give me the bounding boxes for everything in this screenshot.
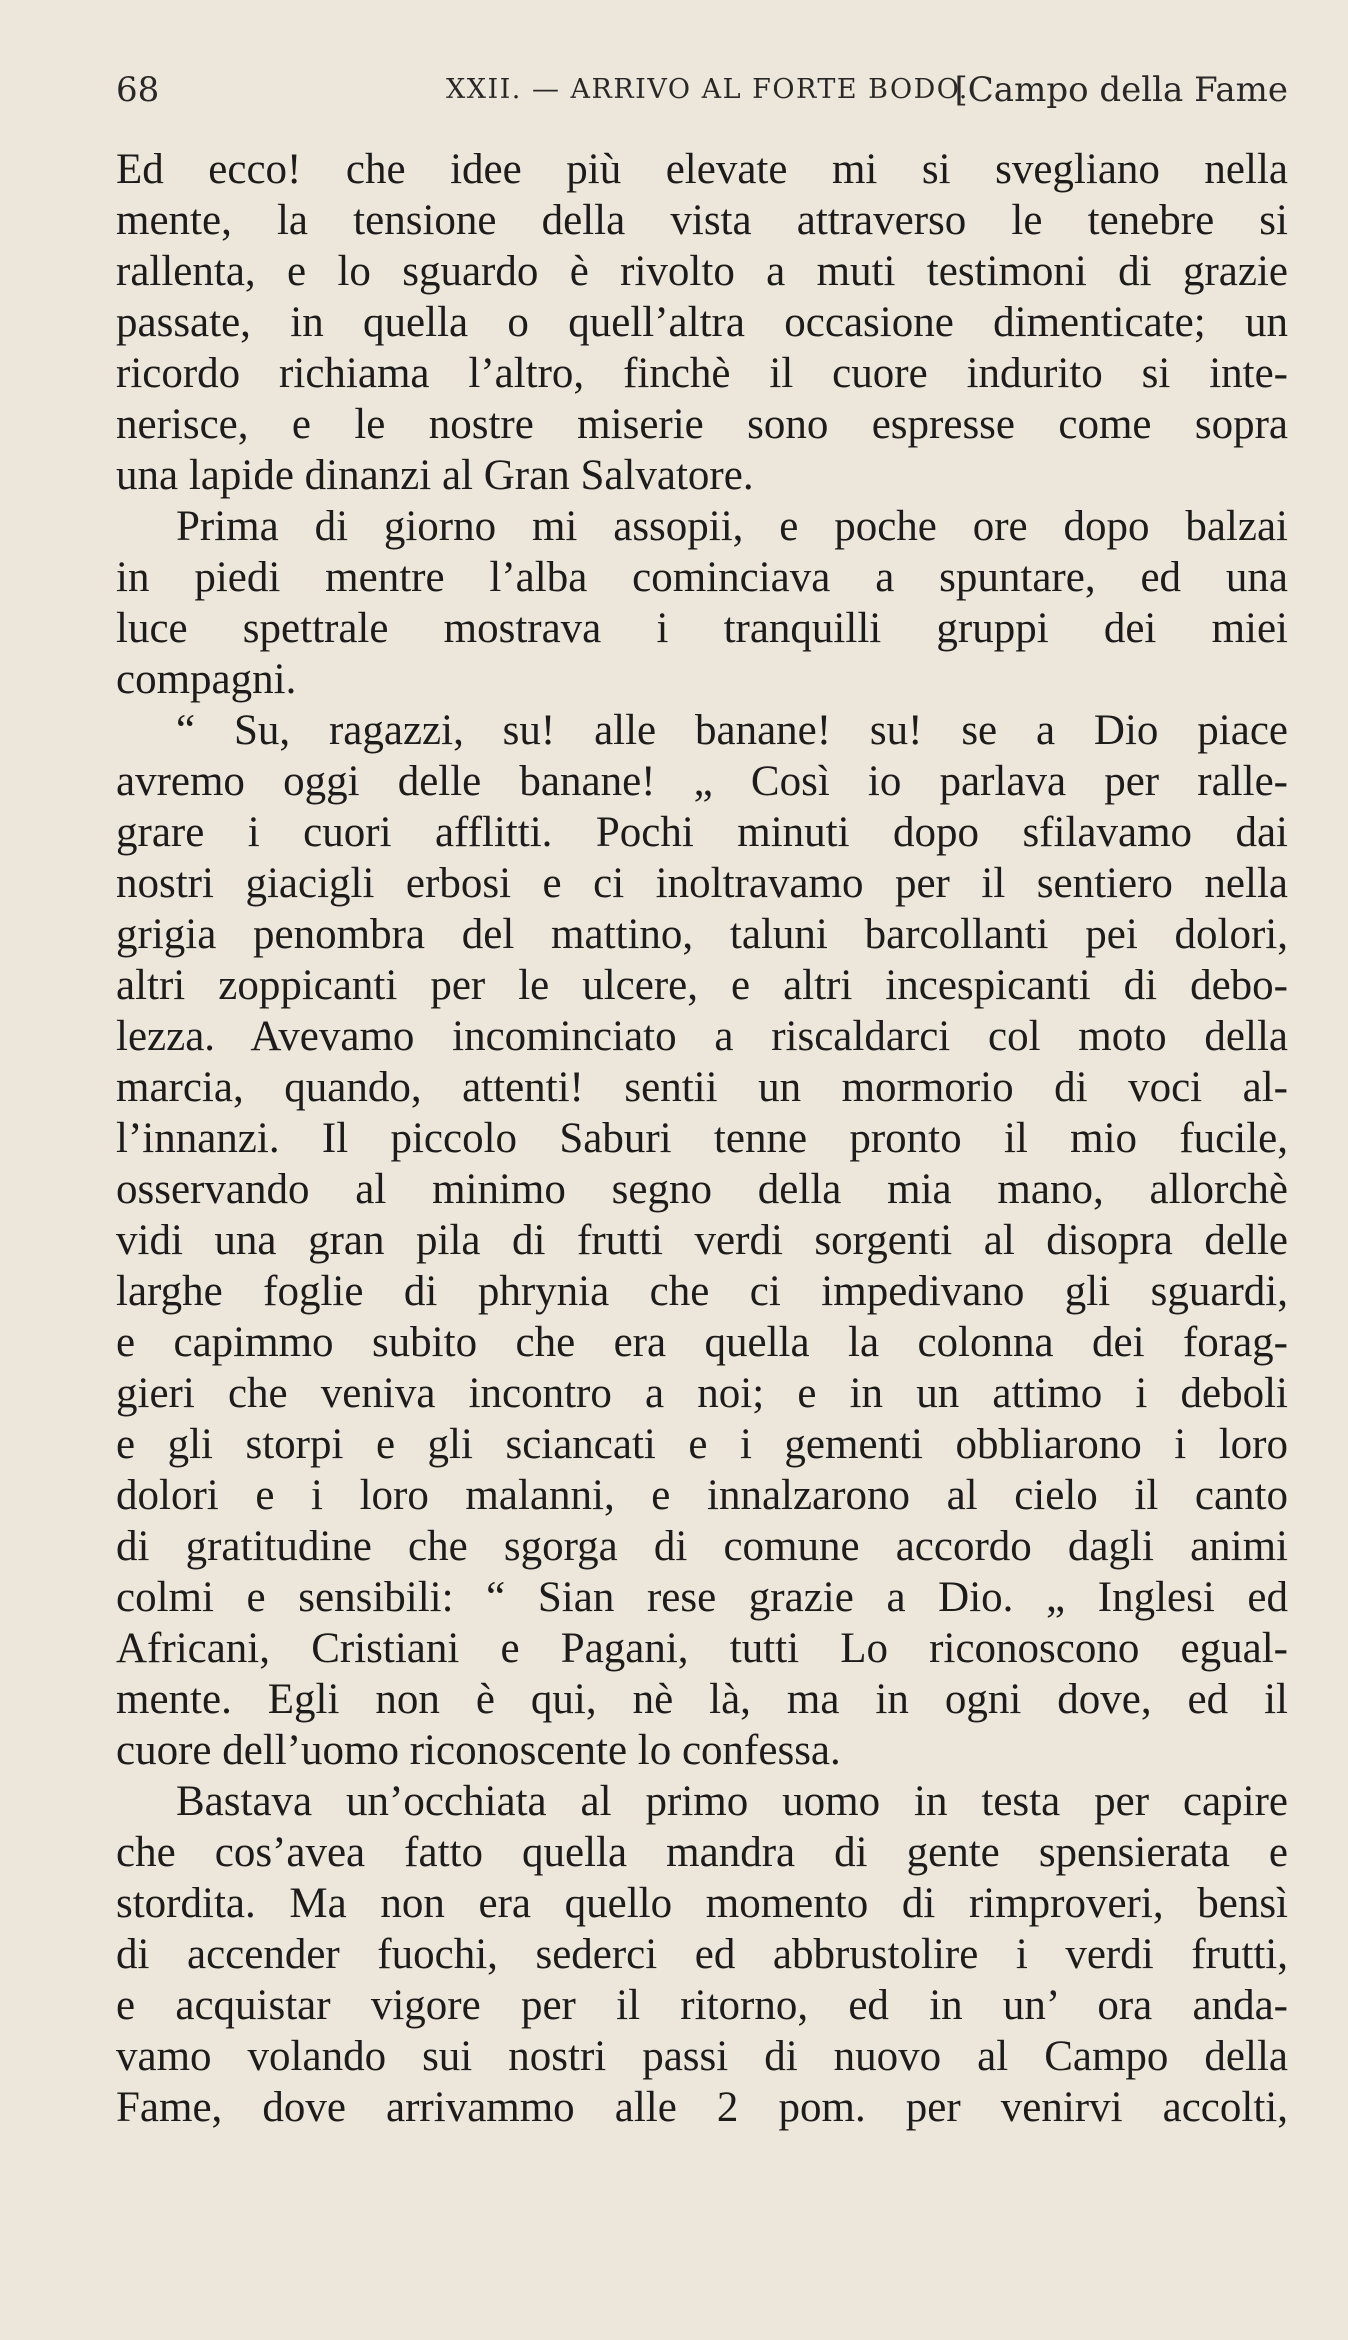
text-line: vidi una gran pila di frutti verdi sorgenti al disopra delle bbox=[116, 1217, 1288, 1264]
text-line: grare i cuori afflitti. Pochi minuti dopo sfilavamo dai bbox=[116, 809, 1288, 856]
text-line: stordita. Ma non era quello momento di rimproveri, bensì bbox=[116, 1880, 1288, 1927]
text-line: marcia, quando, attenti! sentii un mormorio di voci al- bbox=[116, 1064, 1288, 1111]
text-line: nerisce, e le nostre miserie sono espresse come sopra bbox=[116, 401, 1288, 448]
running-title: XXII. — ARRIVO AL FORTE BODO. bbox=[446, 74, 969, 105]
text-line: “ Su, ragazzi, su! alle banane! su! se a Dio piace bbox=[176, 707, 1288, 754]
text-line: Africani, Cristiani e Pagani, tutti Lo riconoscono egual- bbox=[116, 1625, 1288, 1672]
text-line: Bastava un’occhiata al primo uomo in testa per capire bbox=[176, 1778, 1288, 1825]
text-line: e acquistar vigore per il ritorno, ed in un’ ora anda- bbox=[116, 1982, 1288, 2029]
text-line: e capimmo subito che era quella la colonna dei forag- bbox=[116, 1319, 1288, 1366]
text-line: in piedi mentre l’alba cominciava a spuntare, ed una bbox=[116, 554, 1288, 601]
text-line: cuore dell’uomo riconoscente lo confessa. bbox=[116, 1727, 841, 1774]
text-line: di gratitudine che sgorga di comune accordo dagli animi bbox=[116, 1523, 1288, 1570]
text-line: colmi e sensibili: “ Sian rese grazie a Dio. „ Inglesi ed bbox=[116, 1574, 1288, 1621]
text-line: l’innanzi. Il piccolo Saburi tenne pronto il mio fucile, bbox=[116, 1115, 1288, 1162]
text-line: ricordo richiama l’altro, finchè il cuore indurito si inte- bbox=[116, 350, 1288, 397]
body-text bbox=[116, 144, 1288, 2133]
text-line: mente. Egli non è qui, nè là, ma in ogni dove, ed il bbox=[116, 1676, 1288, 1723]
text-line: osservando al minimo segno della mia mano, allorchè bbox=[116, 1166, 1288, 1213]
text-line: vamo volando sui nostri passi di nuovo al Campo della bbox=[116, 2033, 1288, 2080]
paragraph bbox=[116, 501, 1288, 705]
text-line: nostri giacigli erbosi e ci inoltravamo per il sentiero nella bbox=[116, 860, 1288, 907]
paragraph bbox=[116, 144, 1288, 501]
page-number: 68 bbox=[116, 70, 160, 110]
text-line: rallenta, e lo sguardo è rivolto a muti testimoni di grazie bbox=[116, 248, 1288, 295]
running-section: [Campo della Fame bbox=[954, 70, 1288, 110]
text-line: di accender fuochi, sederci ed abbrustolire i verdi frutti, bbox=[116, 1931, 1288, 1978]
paragraph bbox=[116, 705, 1288, 1776]
text-line: altri zoppicanti per le ulcere, e altri incespicanti di debo- bbox=[116, 962, 1288, 1009]
text-line: grigia penombra del mattino, taluni barcollanti pei dolori, bbox=[116, 911, 1288, 958]
text-line: compagni. bbox=[116, 656, 297, 703]
text-line: dolori e i loro malanni, e innalzarono al cielo il canto bbox=[116, 1472, 1288, 1519]
text-line: gieri che veniva incontro a noi; e in un attimo i deboli bbox=[116, 1370, 1288, 1417]
text-line: una lapide dinanzi al Gran Salvatore. bbox=[116, 452, 754, 499]
text-line: luce spettrale mostrava i tranquilli gruppi dei miei bbox=[116, 605, 1288, 652]
text-line: Ed ecco! che idee più elevate mi si svegliano nella bbox=[116, 146, 1288, 193]
running-head bbox=[116, 60, 1288, 120]
text-line: larghe foglie di phrynia che ci impedivano gli sguardi, bbox=[116, 1268, 1288, 1315]
text-line: mente, la tensione della vista attraverso le tenebre si bbox=[116, 197, 1288, 244]
text-line: lezza. Avevamo incominciato a riscaldarci col moto della bbox=[116, 1013, 1288, 1060]
text-line: e gli storpi e gli sciancati e i gementi obbliarono i loro bbox=[116, 1421, 1288, 1468]
text-line: Prima di giorno mi assopii, e poche ore dopo balzai bbox=[176, 503, 1288, 550]
text-line: passate, in quella o quell’altra occasione dimenticate; un bbox=[116, 299, 1288, 346]
paragraph bbox=[116, 1776, 1288, 2133]
text-line: che cos’avea fatto quella mandra di gente spensierata e bbox=[116, 1829, 1288, 1876]
text-line: Fame, dove arrivammo alle 2 pom. per venirvi accolti, bbox=[116, 2084, 1288, 2131]
text-line: avremo oggi delle banane! „ Così io parlava per ralle- bbox=[116, 758, 1288, 805]
